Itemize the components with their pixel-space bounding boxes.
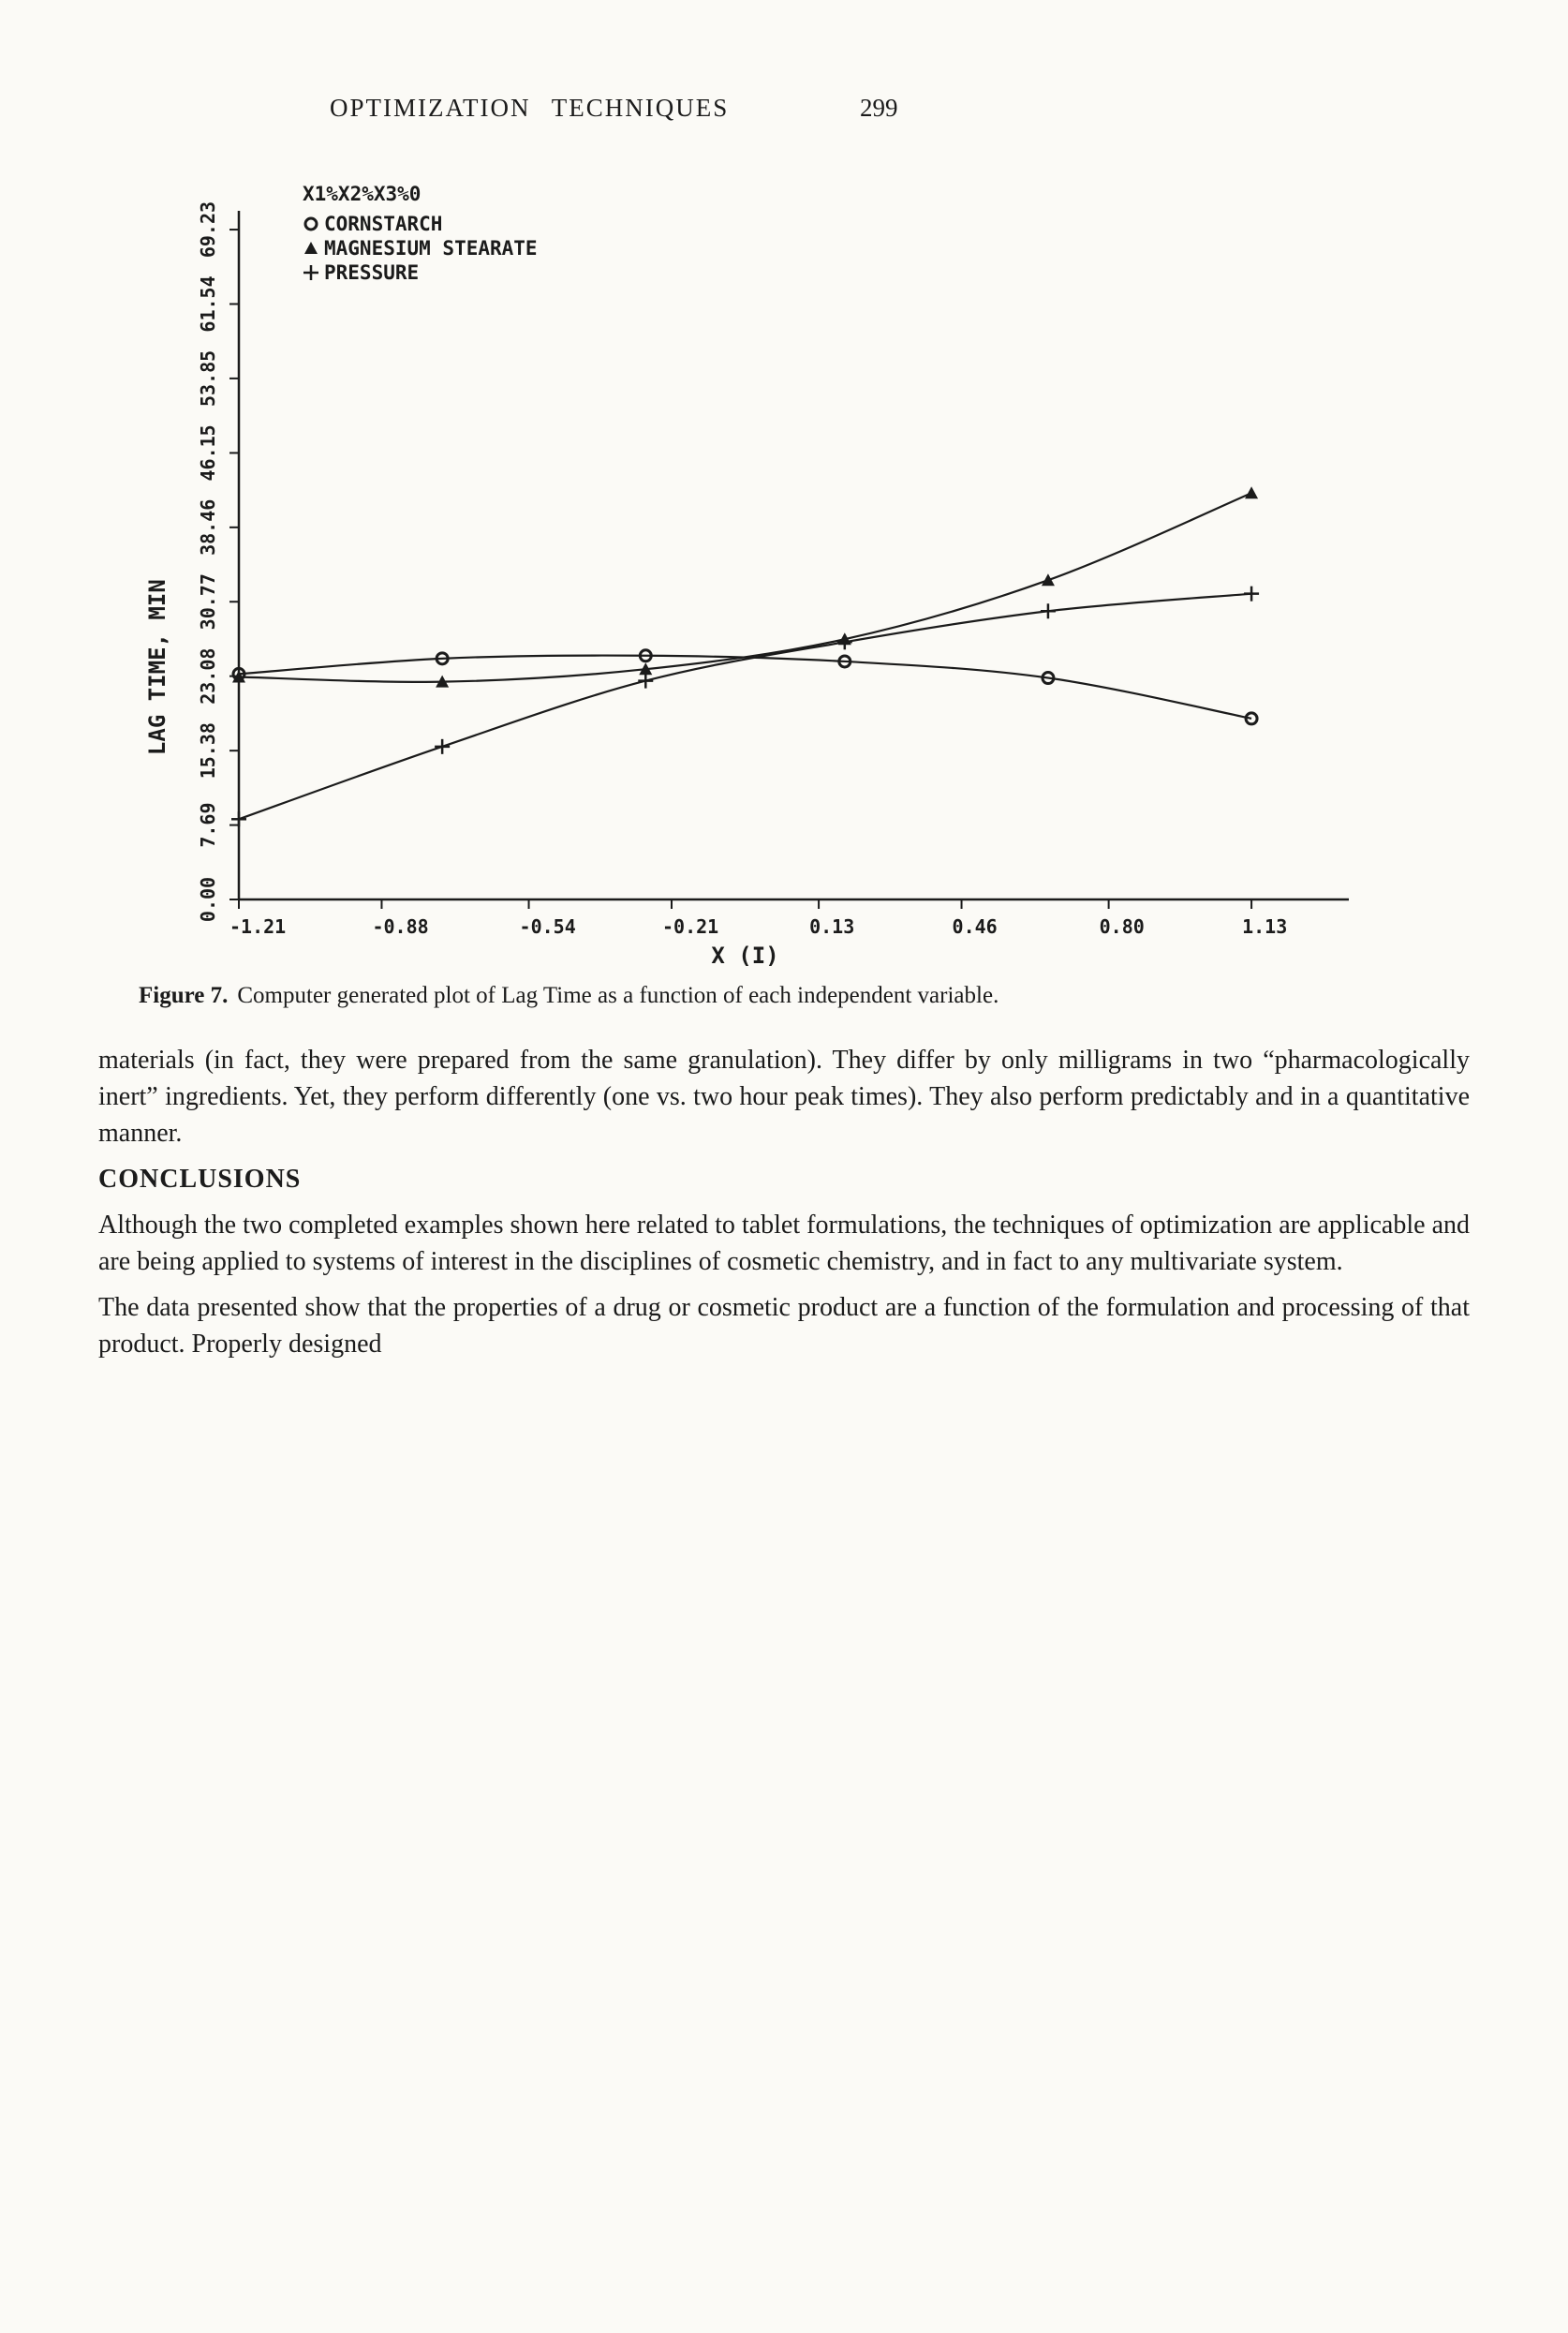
x-tick-label: 0.80 — [1099, 915, 1145, 938]
page-header-title: OPTIMIZATION TECHNIQUES — [330, 94, 730, 122]
figure-7-container — [131, 169, 1461, 974]
x-tick-label: -0.21 — [662, 915, 719, 938]
legend-entry-label: PRESSURE — [324, 261, 420, 284]
y-tick-label: 46.15 — [197, 424, 219, 482]
triangle-marker-icon — [1042, 573, 1055, 586]
body-paragraph-1: materials (in fact, they were prepared from the same granulation). They differ by only milligrams in two “pharmacologically inert” ingredients. Yet, they perform differently (one vs. two hour peak times). They also perform predictably and in a quantitative manner. — [98, 1046, 1470, 1148]
x-axis-title: X (I) — [711, 943, 779, 969]
circle-marker-icon — [305, 218, 317, 230]
x-tick-label: -0.54 — [519, 915, 576, 938]
chart-series-pressure — [239, 594, 1251, 820]
y-tick-label: 0.00 — [197, 876, 219, 923]
x-tick-label: 0.13 — [809, 915, 855, 938]
x-tick-label: -1.21 — [229, 915, 287, 938]
body-text — [98, 1042, 1470, 1372]
y-tick-label: 15.38 — [197, 722, 219, 780]
y-axis-title: LAG TIME, MIN — [144, 579, 170, 756]
legend-title: X1%X2%X3%0 — [303, 183, 422, 205]
y-tick-label: 23.08 — [197, 647, 219, 705]
page-number: 299 — [860, 94, 898, 122]
x-tick-label: 0.46 — [952, 915, 998, 938]
y-tick-label: 53.85 — [197, 349, 219, 408]
figure-caption — [139, 980, 1441, 1011]
triangle-marker-icon — [304, 242, 318, 254]
y-tick-label: 69.23 — [197, 201, 219, 259]
x-tick-label: 1.13 — [1242, 915, 1288, 938]
body-paragraph-3: The data presented show that the properties of a drug or cosmetic product are a function of the formulation and processing of that product. Properly designed — [98, 1293, 1470, 1359]
y-tick-label: 61.54 — [197, 275, 219, 333]
y-tick-label: 7.69 — [197, 802, 219, 848]
y-tick-label: 38.46 — [197, 498, 219, 556]
body-paragraph-2: Although the two completed examples shown here related to tablet formulations, the techniques of optimization are applicable and are being applied to systems of interest in the disciplines of cosmetic chemistry, and in fact to any multivariate system. — [98, 1211, 1470, 1276]
x-tick-label: -0.88 — [372, 915, 429, 938]
legend-entry-label: MAGNESIUM STEARATE — [324, 237, 538, 260]
triangle-marker-icon — [1245, 486, 1258, 498]
chart-series-magnesium-stearate — [239, 493, 1251, 682]
y-tick-label: 30.77 — [197, 573, 219, 631]
lag-time-chart — [131, 169, 1461, 974]
chart-root — [144, 183, 1349, 969]
chart-legend — [303, 183, 538, 284]
chart-series-cornstarch — [239, 656, 1251, 719]
conclusions-heading: CONCLUSIONS — [98, 1165, 302, 1194]
figure-caption-text: Computer generated plot of Lag Time as a function of each independent variable. — [237, 983, 999, 1008]
legend-entry-label: CORNSTARCH — [324, 213, 443, 235]
figure-caption-label: Figure 7. — [139, 983, 229, 1008]
